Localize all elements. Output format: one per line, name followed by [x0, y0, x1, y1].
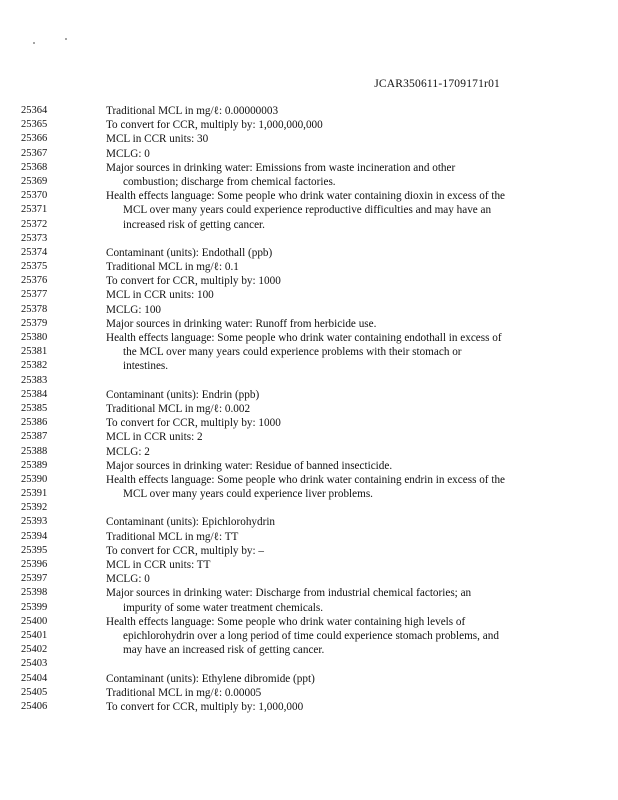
document-line	[0, 601, 618, 615]
line-text: MCLG: 0	[106, 147, 150, 160]
document-line	[0, 615, 618, 629]
line-number: 25370	[21, 190, 48, 202]
document-line	[0, 402, 618, 416]
line-text: Major sources in drinking water: Runoff from herbicide use.	[106, 317, 377, 330]
line-number: 25394	[21, 530, 48, 542]
line-text: epichlorohydrin over a long period of time could experience stomach problems, and	[123, 629, 499, 642]
line-text: MCL over many years could experience reproductive difficulties and may have an	[123, 204, 492, 217]
document-line	[0, 657, 618, 671]
line-number: 25396	[21, 559, 48, 570]
document-id-header: JCAR350611-1709171r01	[374, 78, 500, 90]
document-line	[0, 345, 618, 359]
document-line	[0, 189, 618, 203]
document-line	[0, 288, 618, 302]
document-line	[0, 246, 618, 260]
line-text: To convert for CCR, multiply by: 1000	[106, 417, 281, 430]
line-number: 25372	[21, 218, 48, 230]
line-number: 25385	[21, 402, 48, 414]
line-text: Major sources in drinking water: Discharge from industrial chemical factories; an	[106, 587, 472, 600]
line-number: 25400	[21, 615, 48, 627]
document-line	[0, 672, 618, 686]
scan-speck	[33, 42, 35, 44]
line-text: MCLG: 2	[106, 445, 150, 458]
line-text: Health effects language: Some people who drink water containing endothall in excess of	[106, 332, 502, 344]
document-line	[0, 544, 618, 558]
line-number: 25404	[21, 672, 48, 684]
line-number: 25374	[21, 246, 48, 258]
document-line	[0, 331, 618, 345]
document-line	[0, 530, 618, 544]
document-line	[0, 558, 618, 572]
numbered-text-lines	[0, 104, 618, 714]
document-line	[0, 104, 618, 118]
line-text: Major sources in drinking water: Emissions from waste incineration and other	[106, 161, 456, 174]
document-line	[0, 260, 618, 274]
line-text: Traditional MCL in mg/ℓ: 0.00005	[106, 686, 262, 699]
line-text: MCL in CCR units: 2	[106, 431, 203, 444]
line-number: 25384	[21, 388, 48, 400]
document-line	[0, 700, 618, 714]
document-line	[0, 303, 618, 317]
document-line	[0, 232, 618, 246]
line-text: Contaminant (units): Endrin (ppb)	[106, 388, 260, 401]
line-number: 25393	[21, 516, 48, 528]
line-text: Traditional MCL in mg/ℓ: 0.00000003	[106, 105, 279, 117]
line-number: 25406	[21, 700, 48, 712]
document-line	[0, 388, 618, 402]
line-number: 25383	[21, 374, 48, 386]
line-number: 25391	[21, 488, 48, 500]
document-line	[0, 643, 618, 657]
line-number: 25364	[21, 105, 48, 116]
document-line	[0, 132, 618, 146]
document-line	[0, 317, 618, 331]
line-text: Traditional MCL in mg/ℓ: TT	[106, 530, 239, 543]
line-number: 25401	[21, 629, 48, 641]
line-number: 25366	[21, 133, 48, 145]
document-line	[0, 359, 618, 373]
scan-specks	[30, 36, 80, 48]
line-number: 25388	[21, 445, 48, 457]
line-number: 25371	[21, 204, 48, 216]
line-text: MCLG: 100	[106, 303, 162, 316]
line-number: 25390	[21, 473, 48, 485]
document-line	[0, 374, 618, 388]
line-number: 25379	[21, 317, 48, 329]
line-number: 25367	[21, 147, 48, 159]
document-line	[0, 218, 618, 232]
document-line	[0, 487, 618, 501]
line-text: Contaminant (units): Ethylene dibromide (ppt)	[106, 672, 315, 685]
document-line	[0, 430, 618, 444]
document-line	[0, 274, 618, 288]
document-line	[0, 686, 618, 700]
line-number: 25399	[21, 601, 48, 613]
line-text: Traditional MCL in mg/ℓ: 0.002	[106, 402, 251, 415]
line-text: Traditional MCL in mg/ℓ: 0.1	[106, 261, 239, 274]
line-number: 25387	[21, 431, 48, 443]
line-number: 25368	[21, 161, 48, 173]
line-text: increased risk of getting cancer.	[123, 218, 265, 231]
line-number: 25380	[21, 332, 48, 343]
line-text: Health effects language: Some people who drink water containing dioxin in excess of the	[106, 190, 506, 203]
line-text: Major sources in drinking water: Residue of banned insecticide.	[106, 459, 393, 472]
line-text: Contaminant (units): Endothall (ppb)	[106, 246, 273, 259]
document-line	[0, 118, 618, 132]
scan-speck	[65, 38, 67, 40]
line-number: 25392	[21, 502, 48, 514]
line-number: 25386	[21, 417, 48, 429]
line-number: 25373	[21, 232, 48, 244]
document-line	[0, 175, 618, 189]
document-line	[0, 203, 618, 217]
line-text: MCLG: 0	[106, 573, 150, 586]
line-text: may have an increased risk of getting cancer.	[123, 644, 325, 657]
line-text: Health effects language: Some people who drink water containing high levels of	[106, 615, 466, 628]
line-text: MCL in CCR units: 30	[106, 133, 209, 146]
line-number: 25375	[21, 261, 48, 273]
document-line	[0, 473, 618, 487]
document-line	[0, 586, 618, 600]
line-text: combustion; discharge from chemical factories.	[123, 175, 336, 188]
line-text: impurity of some water treatment chemicals.	[123, 601, 324, 614]
document-line	[0, 147, 618, 161]
line-number: 25381	[21, 346, 48, 358]
line-text: To convert for CCR, multiply by: –	[106, 544, 265, 557]
line-text: Health effects language: Some people who drink water containing endrin in excess of the	[106, 473, 505, 486]
line-text: Contaminant (units): Epichlorohydrin	[106, 516, 276, 529]
line-text: intestines.	[123, 360, 169, 373]
document-line	[0, 161, 618, 175]
document-line	[0, 459, 618, 473]
line-number: 25389	[21, 459, 48, 471]
line-text: To convert for CCR, multiply by: 1,000,000,000	[106, 119, 323, 132]
line-number: 25403	[21, 658, 48, 670]
line-number: 25369	[21, 175, 48, 187]
line-number: 25376	[21, 275, 48, 287]
line-number: 25405	[21, 686, 48, 698]
document-line	[0, 445, 618, 459]
line-text: To convert for CCR, multiply by: 1000	[106, 275, 281, 288]
line-number: 25378	[21, 303, 48, 315]
line-number: 25395	[21, 544, 48, 556]
line-number: 25398	[21, 587, 48, 599]
document-line	[0, 572, 618, 586]
line-text: To convert for CCR, multiply by: 1,000,000	[106, 700, 304, 713]
line-number: 25397	[21, 573, 48, 585]
line-text: the MCL over many years could experience problems with their stomach or	[123, 346, 462, 359]
line-number: 25377	[21, 289, 48, 301]
document-line	[0, 416, 618, 430]
line-number: 25365	[21, 119, 48, 131]
document-line	[0, 515, 618, 529]
document-line	[0, 501, 618, 515]
line-text: MCL over many years could experience liver problems.	[123, 488, 373, 501]
line-text: MCL in CCR units: TT	[106, 559, 211, 571]
line-text: MCL in CCR units: 100	[106, 289, 214, 302]
document-line	[0, 629, 618, 643]
line-number: 25382	[21, 360, 48, 372]
line-number: 25402	[21, 644, 48, 656]
